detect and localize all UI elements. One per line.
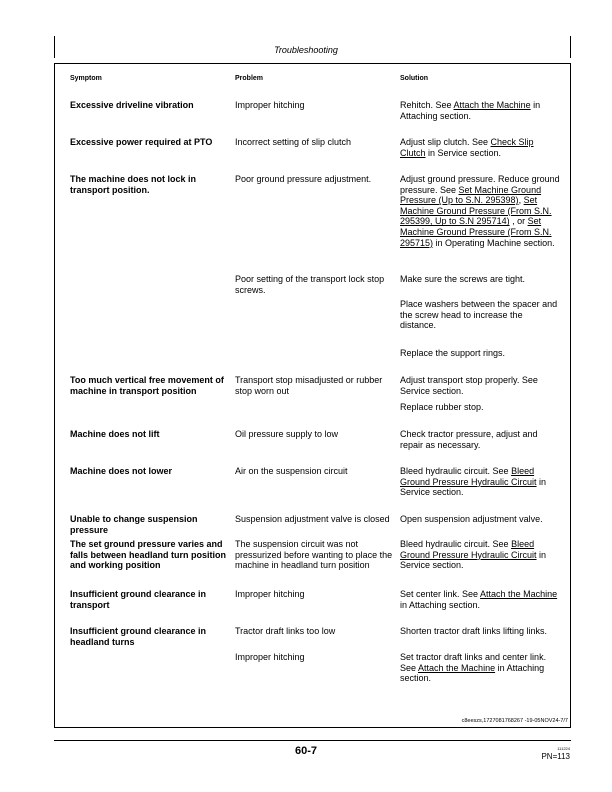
row-symptom: Excessive driveline vibration xyxy=(70,100,194,110)
row-solution xyxy=(400,174,560,248)
cross-reference-link[interactable]: Bleed Ground Pressure Hydraulic Circuit xyxy=(400,466,537,487)
document-code: c8eeszs,1727081768267 -19-05NOV24-7/7 xyxy=(461,718,568,724)
solution-text: in Service section. xyxy=(400,549,547,571)
page-pn: PN=113 xyxy=(541,752,570,761)
solution-text: Set tractor draft links and center link. See xyxy=(400,652,547,673)
row-solution xyxy=(400,429,560,450)
row-solution xyxy=(400,514,560,525)
tiny-code: 111224 xyxy=(557,746,570,751)
solution-text: Bleed hydraulic circuit. See xyxy=(400,539,512,549)
row-problem: Air on the suspension circuit xyxy=(235,466,348,476)
cross-reference-link[interactable]: Set Machine Ground Pressure (Up to S.N. 295398) xyxy=(400,184,542,206)
row-solution xyxy=(400,589,560,610)
cross-reference-link[interactable]: Bleed Ground Pressure Hydraulic Circuit xyxy=(400,539,537,560)
row-problem: Incorrect setting of slip clutch xyxy=(235,137,352,147)
cross-reference-link[interactable]: Set Machine Ground Pressure (From S.N. 295715) xyxy=(400,216,552,248)
solution-text: Bleed hydraulic circuit. See xyxy=(400,466,512,476)
row-symptom: Insufficient ground clearance in transport xyxy=(70,589,207,610)
solution-text: Shorten tractor draft links lifting links. xyxy=(400,626,548,636)
row-problem: Improper hitching xyxy=(235,100,305,110)
solution-text: Make sure the screws are tight. xyxy=(400,274,526,284)
row-problem: Improper hitching xyxy=(235,652,305,662)
row-solution xyxy=(400,402,560,413)
row-symptom: Unable to change suspension pressure xyxy=(70,514,198,535)
row-solution xyxy=(400,375,560,396)
row-solution xyxy=(400,348,560,359)
row-symptom: Too much vertical free movement of machine in transport position xyxy=(70,375,224,396)
row-symptom: Excessive power required at PTO xyxy=(70,137,213,147)
row-problem: Transport stop misadjusted or rubber stop worn out xyxy=(235,375,383,396)
row-solution xyxy=(400,466,560,498)
row-problem: Improper hitching xyxy=(235,589,305,599)
row-solution xyxy=(400,626,560,637)
cross-reference-link[interactable]: Attach the Machine xyxy=(418,662,496,673)
row-solution xyxy=(400,274,560,285)
row-symptom: The machine does not lock in transport position. xyxy=(70,174,197,195)
page-number: 60-7 xyxy=(294,745,318,757)
cross-reference-link[interactable]: Check Slip Clutch xyxy=(400,137,534,158)
solution-text: , xyxy=(518,195,524,206)
solution-text: Replace rubber stop. xyxy=(400,402,484,412)
solution-text: Set center link. See xyxy=(400,589,481,599)
row-solution xyxy=(400,137,560,158)
row-problem: Tractor draft links too low xyxy=(235,626,336,636)
solution-text: Replace the support rings. xyxy=(400,348,506,358)
solution-text: , or xyxy=(509,216,528,227)
column-header-solution: Solution xyxy=(400,75,428,82)
cross-reference-link[interactable]: Attach the Machine xyxy=(480,589,558,599)
row-problem: The suspension circuit was not pressurized before wanting to place the machine in headland turn position xyxy=(235,539,393,571)
row-symptom: The set ground pressure varies and falls between headland turn position and working position xyxy=(70,539,227,571)
solution-text: in Service section. xyxy=(400,476,547,498)
solution-text: Check tractor pressure, adjust and repair as necessary. xyxy=(400,429,538,450)
column-header-problem: Problem xyxy=(235,75,264,82)
row-solution xyxy=(400,100,560,121)
row-symptom: Insufficient ground clearance in headland turns xyxy=(70,626,207,647)
row-problem: Poor setting of the transport lock stop screws. xyxy=(235,274,385,295)
solution-text: in Attaching section. xyxy=(400,662,545,684)
footer-rule xyxy=(54,740,571,741)
solution-text: Adjust transport stop properly. See Service section. xyxy=(400,375,538,396)
solution-text: in Operating Machine section. xyxy=(433,237,555,248)
row-problem: Oil pressure supply to low xyxy=(235,429,339,439)
solution-text: Adjust slip clutch. See xyxy=(400,137,491,147)
solution-text: Rehitch. See xyxy=(400,100,454,110)
solution-text: in Attaching section. xyxy=(400,100,541,121)
row-solution xyxy=(400,652,560,684)
solution-text: in Attaching section. xyxy=(400,599,481,610)
page-title: Troubleshooting xyxy=(274,45,338,55)
solution-text: Adjust ground pressure. Reduce ground pressure. See xyxy=(400,174,560,195)
row-symptom: Machine does not lower xyxy=(70,466,173,476)
solution-text: Open suspension adjustment valve. xyxy=(400,514,543,524)
column-header-symptom: Symptom xyxy=(70,75,102,82)
cross-reference-link[interactable]: Attach the Machine xyxy=(453,100,531,110)
row-symptom: Machine does not lift xyxy=(70,429,160,439)
solution-text: in Service section. xyxy=(425,147,502,158)
row-solution xyxy=(400,539,560,571)
row-solution xyxy=(400,299,560,331)
row-problem: Suspension adjustment valve is closed xyxy=(235,514,390,524)
cross-reference-link[interactable]: Set Machine Ground Pressure (From S.N. 295399, Up to S.N 295714) xyxy=(400,195,552,227)
row-problem: Poor ground pressure adjustment. xyxy=(235,174,372,184)
solution-text: Place washers between the spacer and the screw head to increase the distance. xyxy=(400,299,558,331)
